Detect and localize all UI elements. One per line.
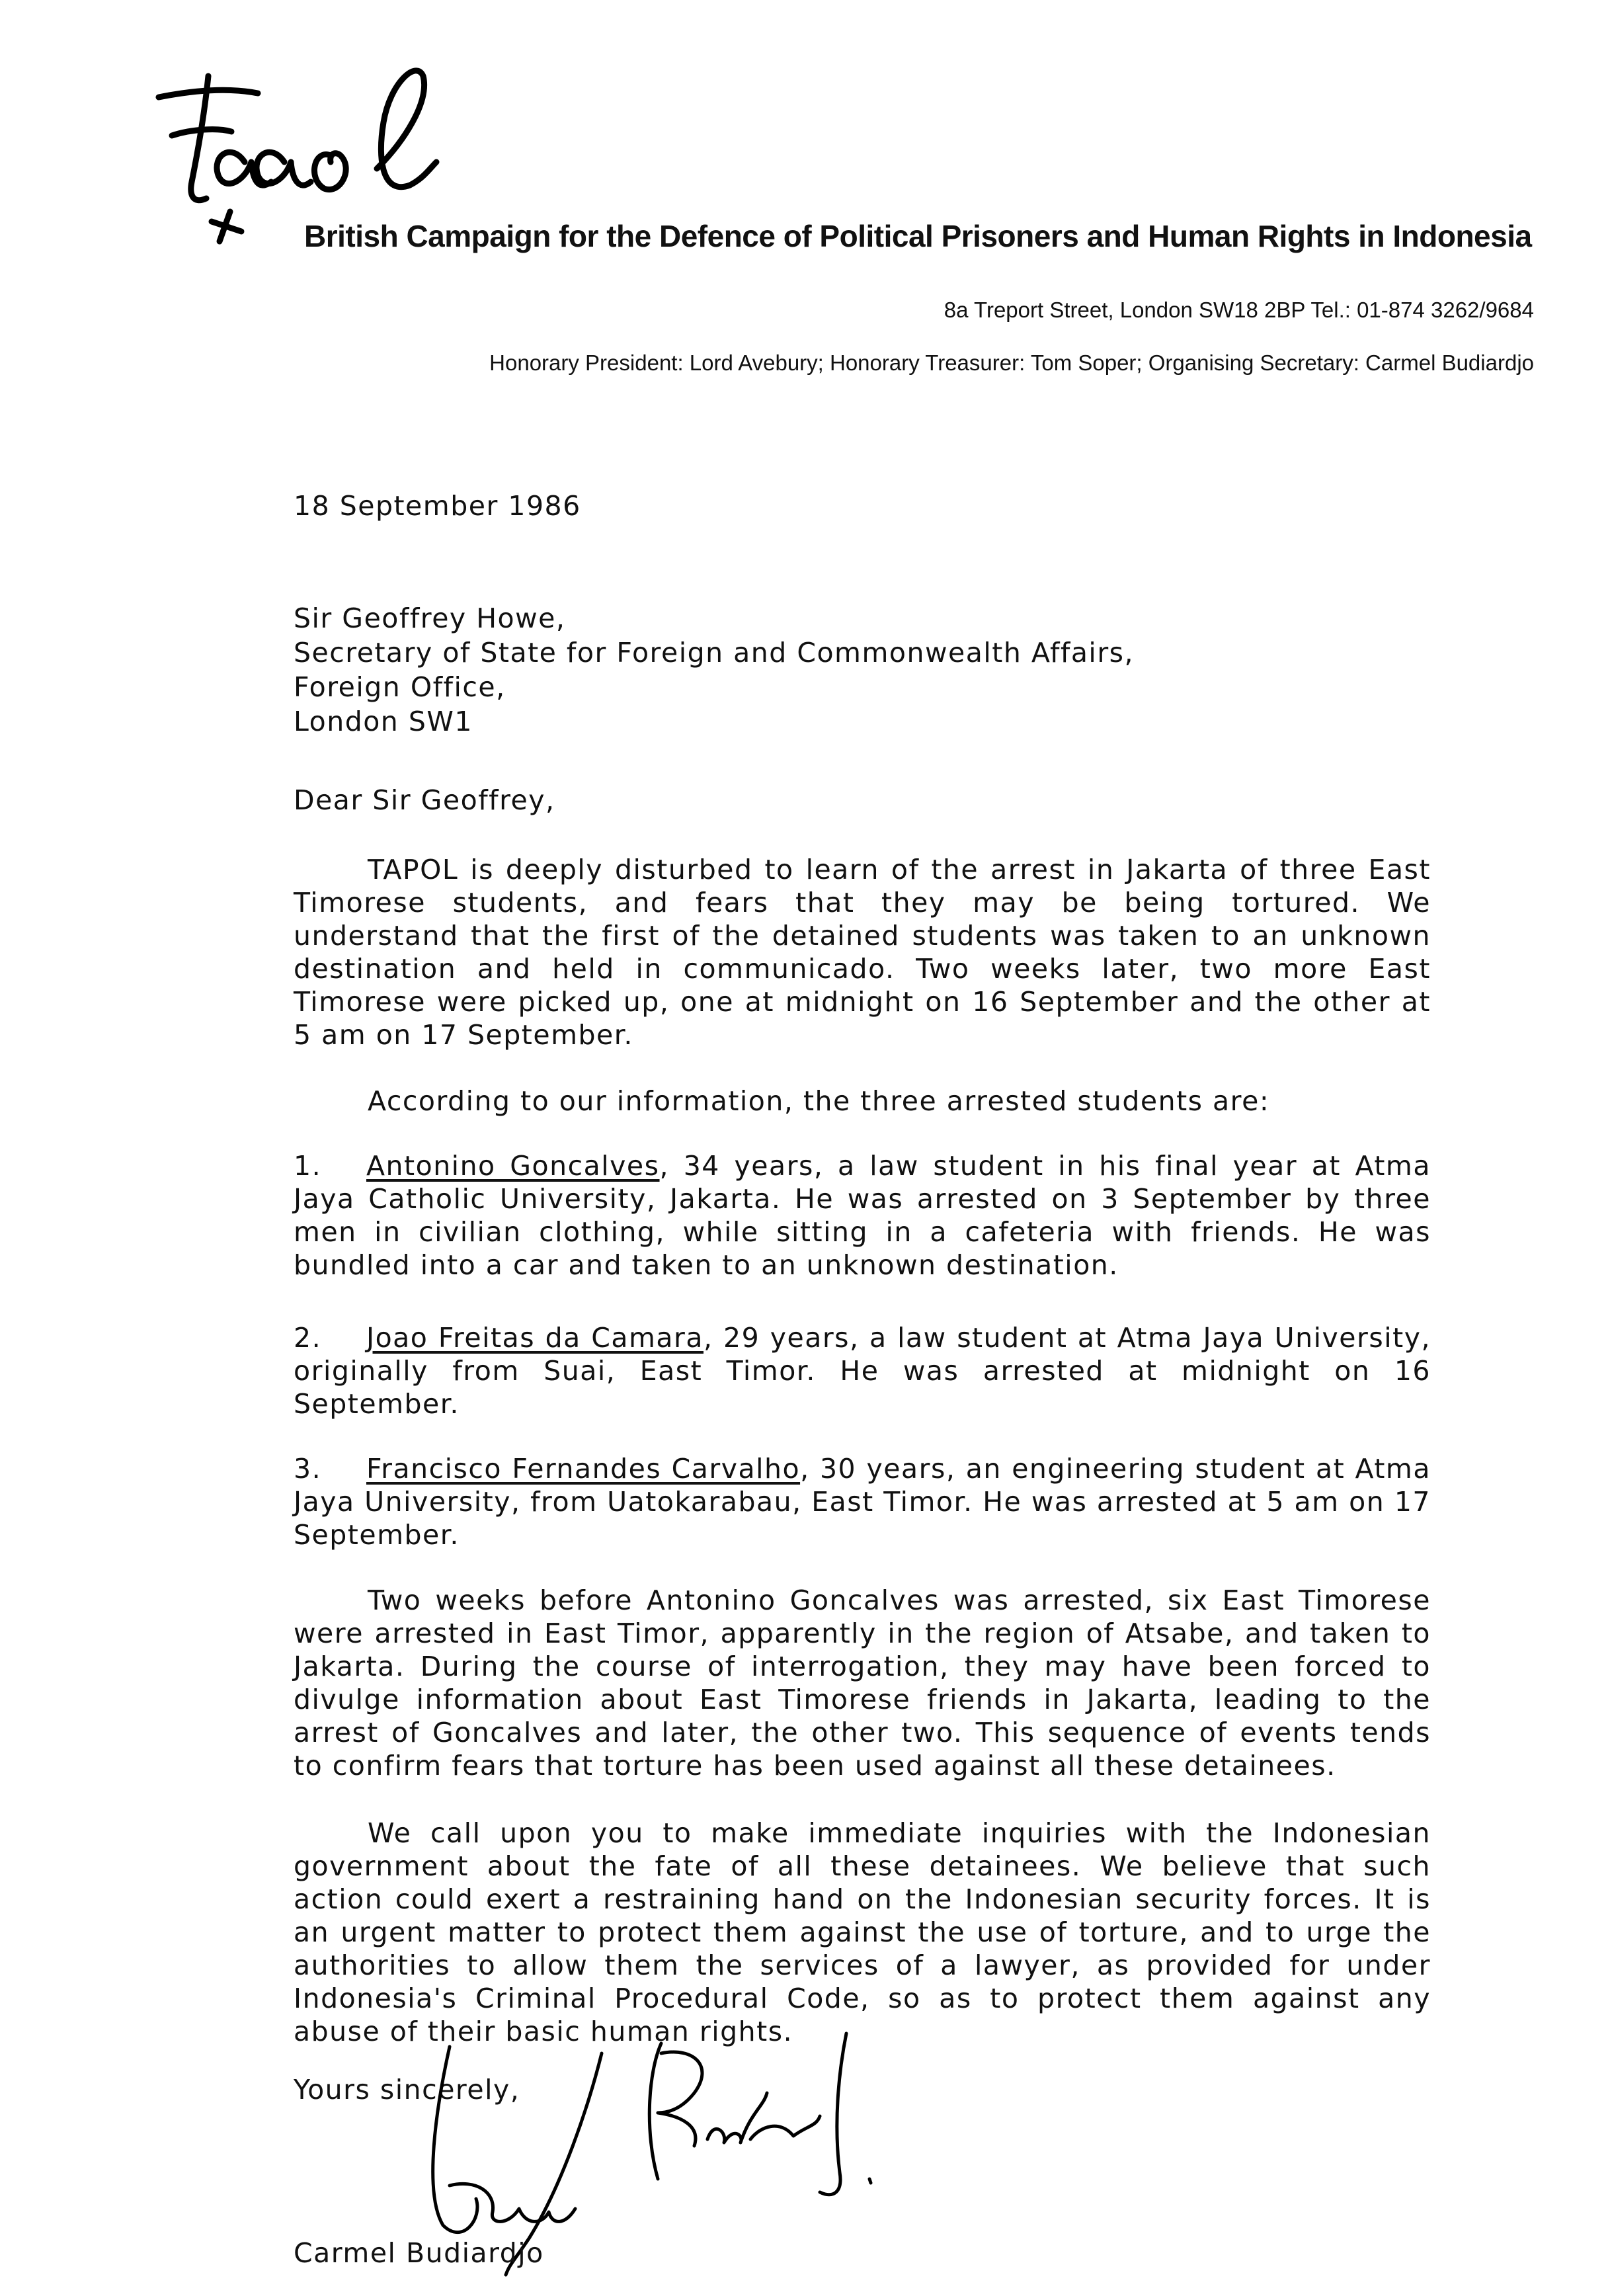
recipient-line: Sir Geoffrey Howe, [294, 602, 566, 634]
student-name: Francisco Fernandes Carvalho [366, 1453, 801, 1485]
org-address: 8a Treport Street, London SW18 2BP Tel.: 01-874 3262/9684 [944, 298, 1534, 322]
recipient-line: Foreign Office, [294, 671, 506, 703]
recipient-block [294, 602, 1134, 739]
paragraph: According to our information, the three arrested students are: [368, 1085, 1270, 1117]
student-item [294, 1321, 1431, 1420]
student-details: , 30 years, an engineering student at Atma Jaya University, from Uatokarabau, East Timor. He was arrested at 5 am on 17 September. [294, 1453, 1431, 1551]
salutation: Dear Sir Geoffrey, [294, 784, 555, 816]
signer-name: Carmel Budiardjo [294, 2237, 544, 2269]
org-name: British Campaign for the Defence of Political Prisoners and Human Rights in Indonesia [304, 219, 1532, 253]
paragraph: TAPOL is deeply disturbed to learn of the arrest in Jakarta of three East Timorese students, and fears that they may be being tortured. We understand that the first of the detained students was taken to an unknown destination and held in communicado. Two weeks later, two more East Timorese were picked up, one at midnight on 16 September and the other at 5 am on 17 September. [294, 854, 1431, 1051]
student-item [294, 1452, 1431, 1551]
student-name: Antonino Goncalves [366, 1150, 660, 1182]
org-officers: Honorary President: Lord Avebury; Honorary Treasurer: Tom Soper; Organising Secretary: Carmel Budiardjo [489, 350, 1534, 375]
student-name: Joao Freitas da Camara [366, 1322, 704, 1354]
item-number: 2. [294, 1322, 322, 1354]
recipient-line: Secretary of State for Foreign and Commonwealth Affairs, [294, 637, 1135, 669]
student-item [294, 1149, 1431, 1282]
item-number: 1. [294, 1150, 322, 1182]
letter-date: 18 September 1986 [294, 490, 581, 522]
closing: Yours sincerely, [294, 2074, 520, 2106]
paragraph: We call upon you to make immediate inquiries with the Indonesian government about the fate of all these detainees. We believe that such action could exert a restraining hand on the Indonesian security forces. It is an urgent matter to protect them against the use of torture, and to urge the authorities to allow them the services of a lawyer, as provided for under Indonesia's Criminal Procedural Code, so as to protect them against any abuse of their basic human rights. [294, 1817, 1431, 2047]
paragraph: Two weeks before Antonino Goncalves was arrested, six East Timorese were arrested in East Timor, apparently in the region of Atsabe, and taken to Jakarta. During the course of interrogation, they may have been forced to divulge information about East Timorese friends in Jakarta, leading to the arrest of Goncalves and later, the other two. This sequence of events tends to confirm fears that torture has been used against all these detainees. [294, 1584, 1431, 1782]
item-number: 3. [294, 1453, 322, 1485]
recipient-line: London SW1 [294, 706, 473, 737]
student-details: , 29 years, a law student at Atma Jaya University, originally from Suai, East Timor. He was arrested at midnight on 16 September. [294, 1322, 1431, 1420]
student-details: , 34 years, a law student in his final year at Atma Jaya Catholic University, Jakarta. He was arrested on 3 September by three men in civilian clothing, while sitting in a cafeteria with friends. He was bundled into a car and taken to an unknown destination. [294, 1150, 1431, 1281]
